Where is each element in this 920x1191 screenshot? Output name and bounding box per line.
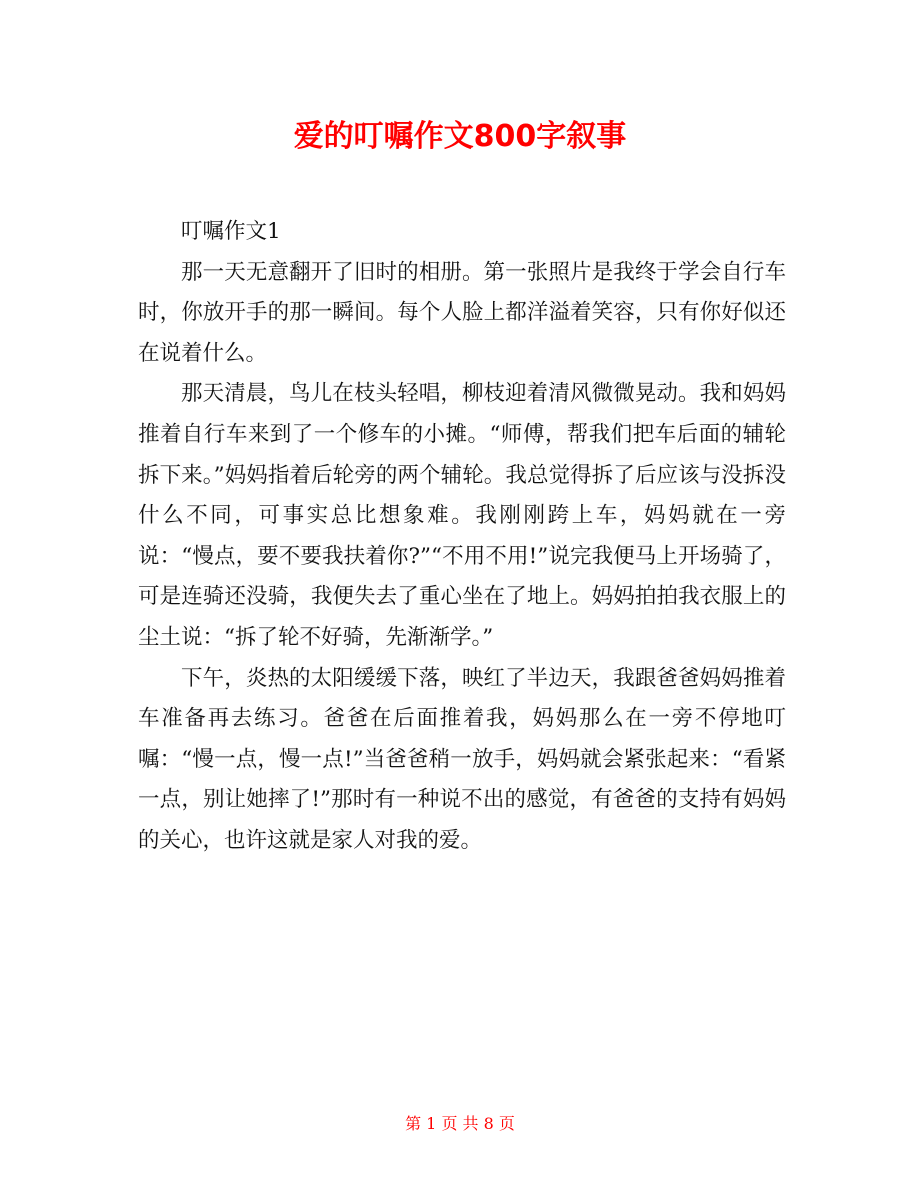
page-number-footer: 第 1 页 共 8 页 (405, 1114, 515, 1133)
paragraph-1: 那一天无意翻开了旧时的相册。第一张照片是我终于学会自行车时，你放开手的那一瞬间。每个人脸上都洋溢着笑容，只有你好似还在说着什么。 (138, 259, 786, 366)
paragraph-3: 下午，炎热的太阳缓缓下落，映红了半边天，我跟爸爸妈妈推着车准备再去练习。爸爸在后面推着我，妈妈那么在一旁不停地叮嘱：“慢一点，慢一点!”当爸爸稍一放手，妈妈就会紧张起来：“看紧一点，别让她摔了!”那时有一种说不出的感觉，有爸爸的支持有妈妈的关心，也许这就是家人对我的爱。 (138, 665, 786, 853)
document-title: 爱的叮嘱作文800字叙事 (293, 119, 627, 154)
paragraph-2: 那天清晨，鸟儿在枝头轻唱，柳枝迎着清风微微晃动。我和妈妈推着自行车来到了一个修车的小摊。“师傅，帮我们把车后面的辅轮拆下来。”妈妈指着后轮旁的两个辅轮。我总觉得拆了后应该与没拆没什么不同，可事实总比想象难。我刚刚跨上车，妈妈就在一旁说：“慢点，要不要我扶着你?”“不用不用!”说完我便马上开场骑了，可是连骑还没骑，我便失去了重心坐在了地上。妈妈拍拍我衣服上的尘土说：“拆了轮不好骑，先渐渐学。” (138, 381, 786, 650)
document-body (138, 212, 786, 862)
section-heading: 叮嘱作文1 (181, 219, 281, 244)
